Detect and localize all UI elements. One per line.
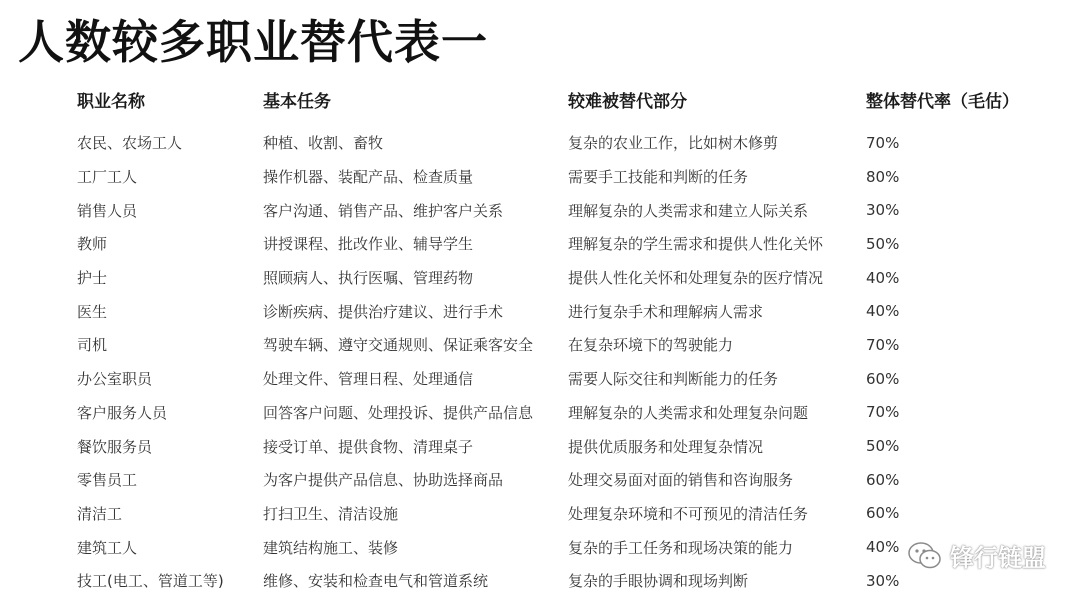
cell-hard-to-replace: 提供人性化关怀和处理复杂的医疗情况 <box>568 269 824 288</box>
table-row <box>70 396 1040 430</box>
cell-hard-to-replace: 理解复杂的人类需求和建立人际关系 <box>568 201 809 220</box>
cell-hard-to-replace: 在复杂环境下的驾驶能力 <box>568 336 734 355</box>
watermark-text: 锋行链盟 <box>950 544 1046 572</box>
cell-replacement-rate: 80% <box>866 167 900 186</box>
table-row <box>70 328 1040 362</box>
cell-replacement-rate: 60% <box>866 369 900 388</box>
cell-replacement-rate: 40% <box>866 302 900 321</box>
cell-occupation: 客户服务人员 <box>77 403 168 422</box>
cell-replacement-rate: 50% <box>866 437 900 456</box>
occupation-table <box>70 80 1040 598</box>
cell-basic-tasks: 为客户提供产品信息、协助选择商品 <box>263 471 504 490</box>
cell-replacement-rate: 50% <box>866 234 900 253</box>
cell-replacement-rate: 70% <box>866 403 900 422</box>
table-row <box>70 497 1040 531</box>
cell-occupation: 销售人员 <box>77 201 138 220</box>
cell-basic-tasks: 建筑结构施工、装修 <box>263 538 399 557</box>
cell-replacement-rate: 30% <box>866 571 900 590</box>
header-basic-tasks: 基本任务 <box>263 91 331 112</box>
cell-replacement-rate: 60% <box>866 470 900 489</box>
cell-basic-tasks: 照顾病人、执行医嘱、管理药物 <box>263 269 474 288</box>
cell-replacement-rate: 70% <box>866 133 900 152</box>
cell-replacement-rate: 70% <box>866 335 900 354</box>
cell-replacement-rate: 40% <box>866 268 900 287</box>
cell-hard-to-replace: 处理交易面对面的销售和咨询服务 <box>568 471 794 490</box>
cell-occupation: 建筑工人 <box>77 538 138 557</box>
header-hard-to-replace: 较难被替代部分 <box>568 91 687 112</box>
cell-basic-tasks: 打扫卫生、清洁设施 <box>263 504 399 523</box>
cell-occupation: 办公室职员 <box>77 370 153 389</box>
watermark <box>908 538 1046 573</box>
cell-replacement-rate: 40% <box>866 538 900 557</box>
cell-hard-to-replace: 复杂的农业工作，比如树木修剪 <box>568 134 779 153</box>
table-body <box>70 118 1040 598</box>
table-header <box>70 80 1040 118</box>
cell-occupation: 教师 <box>77 235 108 254</box>
table-row <box>70 362 1040 396</box>
cell-basic-tasks: 接受订单、提供食物、清理桌子 <box>263 437 474 456</box>
cell-basic-tasks: 维修、安装和检查电气和管道系统 <box>263 572 489 591</box>
cell-hard-to-replace: 提供优质服务和处理复杂情况 <box>568 437 764 456</box>
cell-occupation: 护士 <box>77 269 108 288</box>
cell-occupation: 技工(电工、管道工等) <box>77 572 224 591</box>
table-row <box>70 193 1040 227</box>
table-row <box>70 261 1040 295</box>
cell-occupation: 零售员工 <box>77 471 138 490</box>
table-row <box>70 564 1040 598</box>
cell-basic-tasks: 操作机器、装配产品、检查质量 <box>263 168 474 187</box>
cell-replacement-rate: 60% <box>866 504 900 523</box>
table-header-row <box>70 80 1040 118</box>
cell-basic-tasks: 讲授课程、批改作业、辅导学生 <box>263 235 474 254</box>
cell-hard-to-replace: 复杂的手工任务和现场决策的能力 <box>568 538 794 557</box>
cell-occupation: 工厂工人 <box>77 168 138 187</box>
cell-basic-tasks: 回答客户问题、处理投诉、提供产品信息 <box>263 403 534 422</box>
table-row <box>70 160 1040 194</box>
table-row <box>70 126 1040 160</box>
cell-replacement-rate: 30% <box>866 201 900 220</box>
cell-occupation: 司机 <box>77 336 108 355</box>
header-replacement-rate: 整体替代率（毛估） <box>866 91 1019 112</box>
wechat-icon <box>908 541 942 571</box>
cell-basic-tasks: 驾驶车辆、遵守交通规则、保证乘客安全 <box>263 336 534 355</box>
cell-occupation: 清洁工 <box>77 504 123 523</box>
cell-hard-to-replace: 进行复杂手术和理解病人需求 <box>568 302 764 321</box>
cell-hard-to-replace: 处理复杂环境和不可预见的清洁任务 <box>568 504 809 523</box>
cell-basic-tasks: 客户沟通、销售产品、维护客户关系 <box>263 201 504 220</box>
header-occupation: 职业名称 <box>77 91 145 112</box>
cell-hard-to-replace: 需要人际交往和判断能力的任务 <box>568 370 779 389</box>
cell-basic-tasks: 种植、收割、畜牧 <box>263 134 384 153</box>
cell-hard-to-replace: 理解复杂的人类需求和处理复杂问题 <box>568 403 809 422</box>
table-row <box>70 227 1040 261</box>
page-title: 人数较多职业替代表一 <box>18 15 488 69</box>
cell-hard-to-replace: 需要手工技能和判断的任务 <box>568 168 749 187</box>
cell-hard-to-replace: 理解复杂的学生需求和提供人性化关怀 <box>568 235 824 254</box>
table-row <box>70 294 1040 328</box>
cell-occupation: 餐饮服务员 <box>77 437 153 456</box>
cell-basic-tasks: 诊断疾病、提供治疗建议、进行手术 <box>263 302 504 321</box>
cell-occupation: 农民、农场工人 <box>77 134 183 153</box>
table-row <box>70 463 1040 497</box>
cell-hard-to-replace: 复杂的手眼协调和现场判断 <box>568 572 749 591</box>
table-row <box>70 429 1040 463</box>
cell-basic-tasks: 处理文件、管理日程、处理通信 <box>263 370 474 389</box>
cell-occupation: 医生 <box>77 302 108 321</box>
table-row <box>70 530 1040 564</box>
